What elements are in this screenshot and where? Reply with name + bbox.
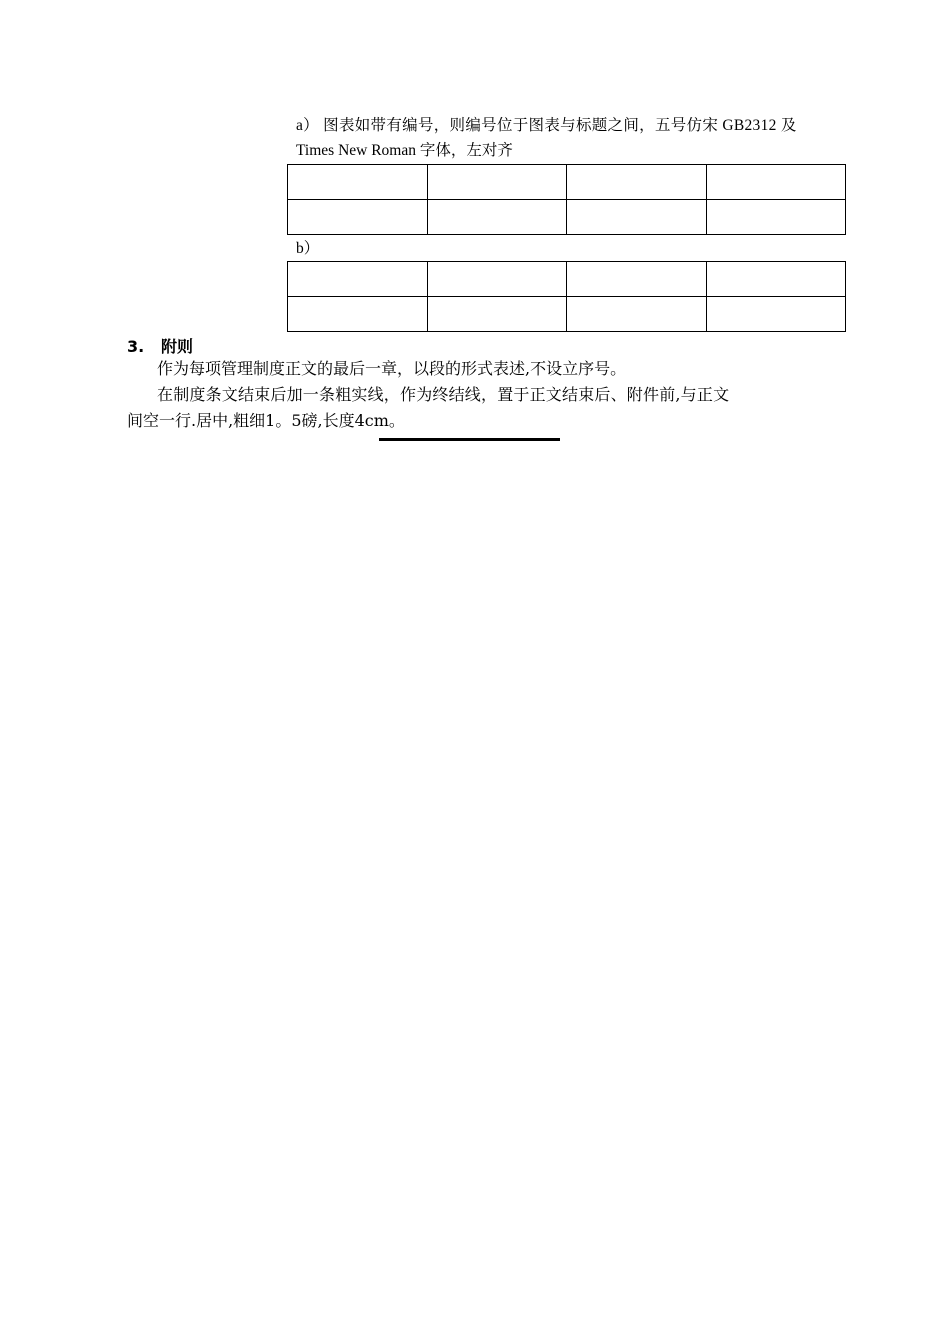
section-number: 3. (127, 337, 145, 356)
table-cell (427, 262, 567, 297)
table-cell (567, 165, 707, 200)
table-cell (706, 200, 846, 235)
paragraph-2 (127, 382, 839, 434)
section-title: 附则 (161, 337, 194, 356)
table-cell (427, 200, 567, 235)
example-table-b (287, 261, 846, 332)
table-cell (288, 297, 428, 332)
table-cell (288, 262, 428, 297)
figure-caption-a (296, 113, 846, 163)
table-row (288, 262, 846, 297)
table-cell (567, 262, 707, 297)
paragraph-2-line-2: 间空一行.居中,粗细1。5磅,长度4cm。 (127, 411, 405, 430)
terminal-rule (379, 438, 560, 441)
table-cell (567, 297, 707, 332)
example-table-a (287, 164, 846, 235)
table-cell (567, 200, 707, 235)
table-cell (706, 297, 846, 332)
table-cell (427, 165, 567, 200)
table-cell (288, 165, 428, 200)
paragraph-1: 作为每项管理制度正文的最后一章，以段的形式表述,不设立序号。 (157, 359, 627, 378)
caption-a-line-1: a） 图表如带有编号，则编号位于图表与标题之间，五号仿宋 GB2312 及 (296, 117, 797, 134)
table-cell (427, 297, 567, 332)
table-cell (706, 165, 846, 200)
table-row (288, 165, 846, 200)
table-row (288, 200, 846, 235)
figure-caption-b: b） (296, 240, 320, 257)
table-row (288, 297, 846, 332)
paragraph-2-line-1: 在制度条文结束后加一条粗实线，作为终结线，置于正文结束后、附件前,与正文 (157, 385, 730, 404)
caption-a-line-2: Times New Roman 字体，左对齐 (296, 142, 513, 159)
table-cell (706, 262, 846, 297)
table-cell (288, 200, 428, 235)
